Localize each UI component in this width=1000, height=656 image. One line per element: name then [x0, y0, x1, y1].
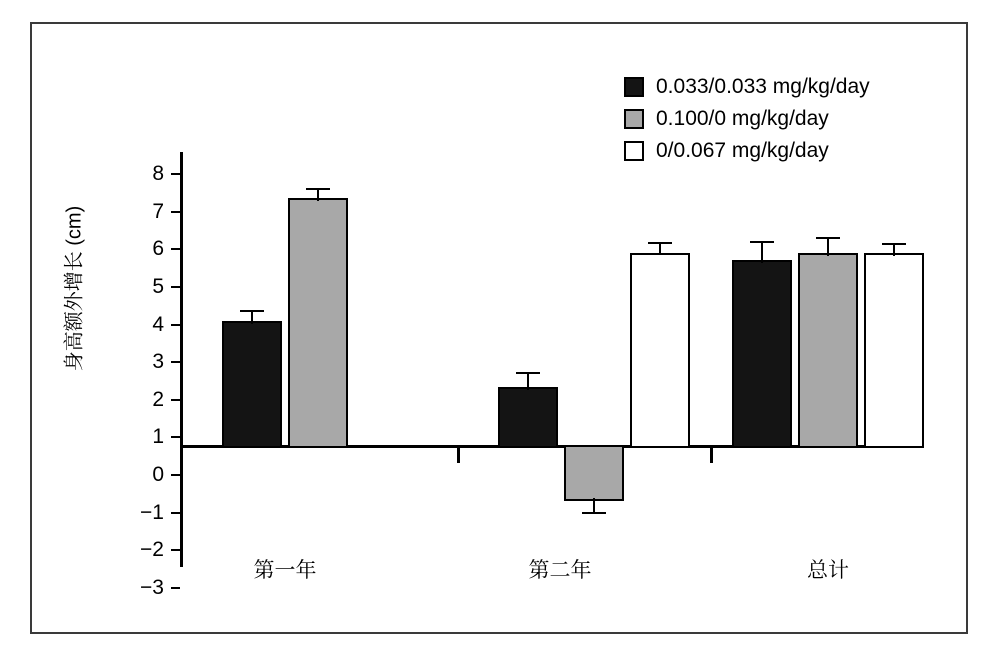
y-tick-label-5: 5 [152, 275, 164, 298]
y-tick-label-neg2: −2 [140, 538, 164, 561]
x-label-total: 总计 [807, 559, 849, 582]
legend-swatch-black-icon [624, 77, 644, 97]
y-tick-7 [171, 211, 180, 213]
chart-figure [30, 22, 968, 634]
bar-total-white [864, 253, 924, 448]
y-tick-3 [171, 361, 180, 363]
legend-swatch-white-icon [624, 141, 644, 161]
y-tick-label-neg1: −1 [140, 501, 164, 524]
y-tick-label-0: 0 [152, 463, 164, 486]
y-axis-line [180, 152, 183, 567]
x-label-year1: 第一年 [253, 559, 317, 582]
bar-year2-gray [564, 445, 624, 501]
errorbar-total-black [761, 241, 763, 263]
y-tick-label-7: 7 [152, 200, 164, 223]
y-tick-neg2 [171, 549, 180, 551]
y-tick-label-6: 6 [152, 237, 164, 260]
y-tick-neg3 [171, 587, 180, 589]
legend-label-2: 0/0.067 mg/kg/day [656, 139, 829, 162]
y-tick-label-2: 2 [152, 388, 164, 411]
y-tick-4 [171, 324, 180, 326]
bar-year2-white [630, 253, 690, 448]
errorbar-year2-black [527, 372, 529, 390]
errorcap-total-black-top [750, 241, 774, 243]
errorcap-total-white-top [882, 243, 906, 245]
y-tick-1 [171, 436, 180, 438]
y-tick-8 [171, 173, 180, 175]
y-tick-6 [171, 248, 180, 250]
errorcap-year2-black-top [516, 372, 540, 374]
y-tick-label-1: 1 [152, 425, 164, 448]
legend-item-0 [624, 72, 954, 102]
bar-year1-black [222, 321, 282, 448]
bar-year2-black [498, 387, 558, 448]
y-tick-label-neg3: −3 [140, 576, 164, 599]
y-tick-label-3: 3 [152, 350, 164, 373]
errorcap-year2-white-top [648, 242, 672, 244]
y-tick-5 [171, 286, 180, 288]
y-tick-0 [171, 474, 180, 476]
errorbar-year1-black [251, 310, 253, 324]
errorcap-year1-black-top [240, 310, 264, 312]
bar-total-gray [798, 253, 858, 448]
errorcap-year1-gray-top [306, 188, 330, 190]
bar-year1-gray [288, 198, 348, 448]
y-tick-2 [171, 399, 180, 401]
errorcap-year2-gray-bottom [582, 512, 606, 514]
group-tick-left-total [710, 448, 713, 463]
y-tick-label-8: 8 [152, 162, 164, 185]
y-tick-neg1 [171, 512, 180, 514]
legend-swatch-gray-icon [624, 109, 644, 129]
legend-label-0: 0.033/0.033 mg/kg/day [656, 75, 870, 98]
bar-total-black [732, 260, 792, 448]
plot-area [32, 24, 966, 632]
group-tick-left-year2 [457, 448, 460, 463]
chart-legend [624, 72, 954, 168]
legend-item-1 [624, 104, 954, 134]
y-axis-title: 身高额外增长 (cm) [63, 205, 86, 372]
errorcap-total-gray-top [816, 237, 840, 239]
legend-label-1: 0.100/0 mg/kg/day [656, 107, 829, 130]
y-tick-label-4: 4 [152, 313, 164, 336]
errorbar-total-gray [827, 237, 829, 256]
legend-item-2 [624, 136, 954, 166]
x-label-year2: 第二年 [528, 559, 592, 582]
